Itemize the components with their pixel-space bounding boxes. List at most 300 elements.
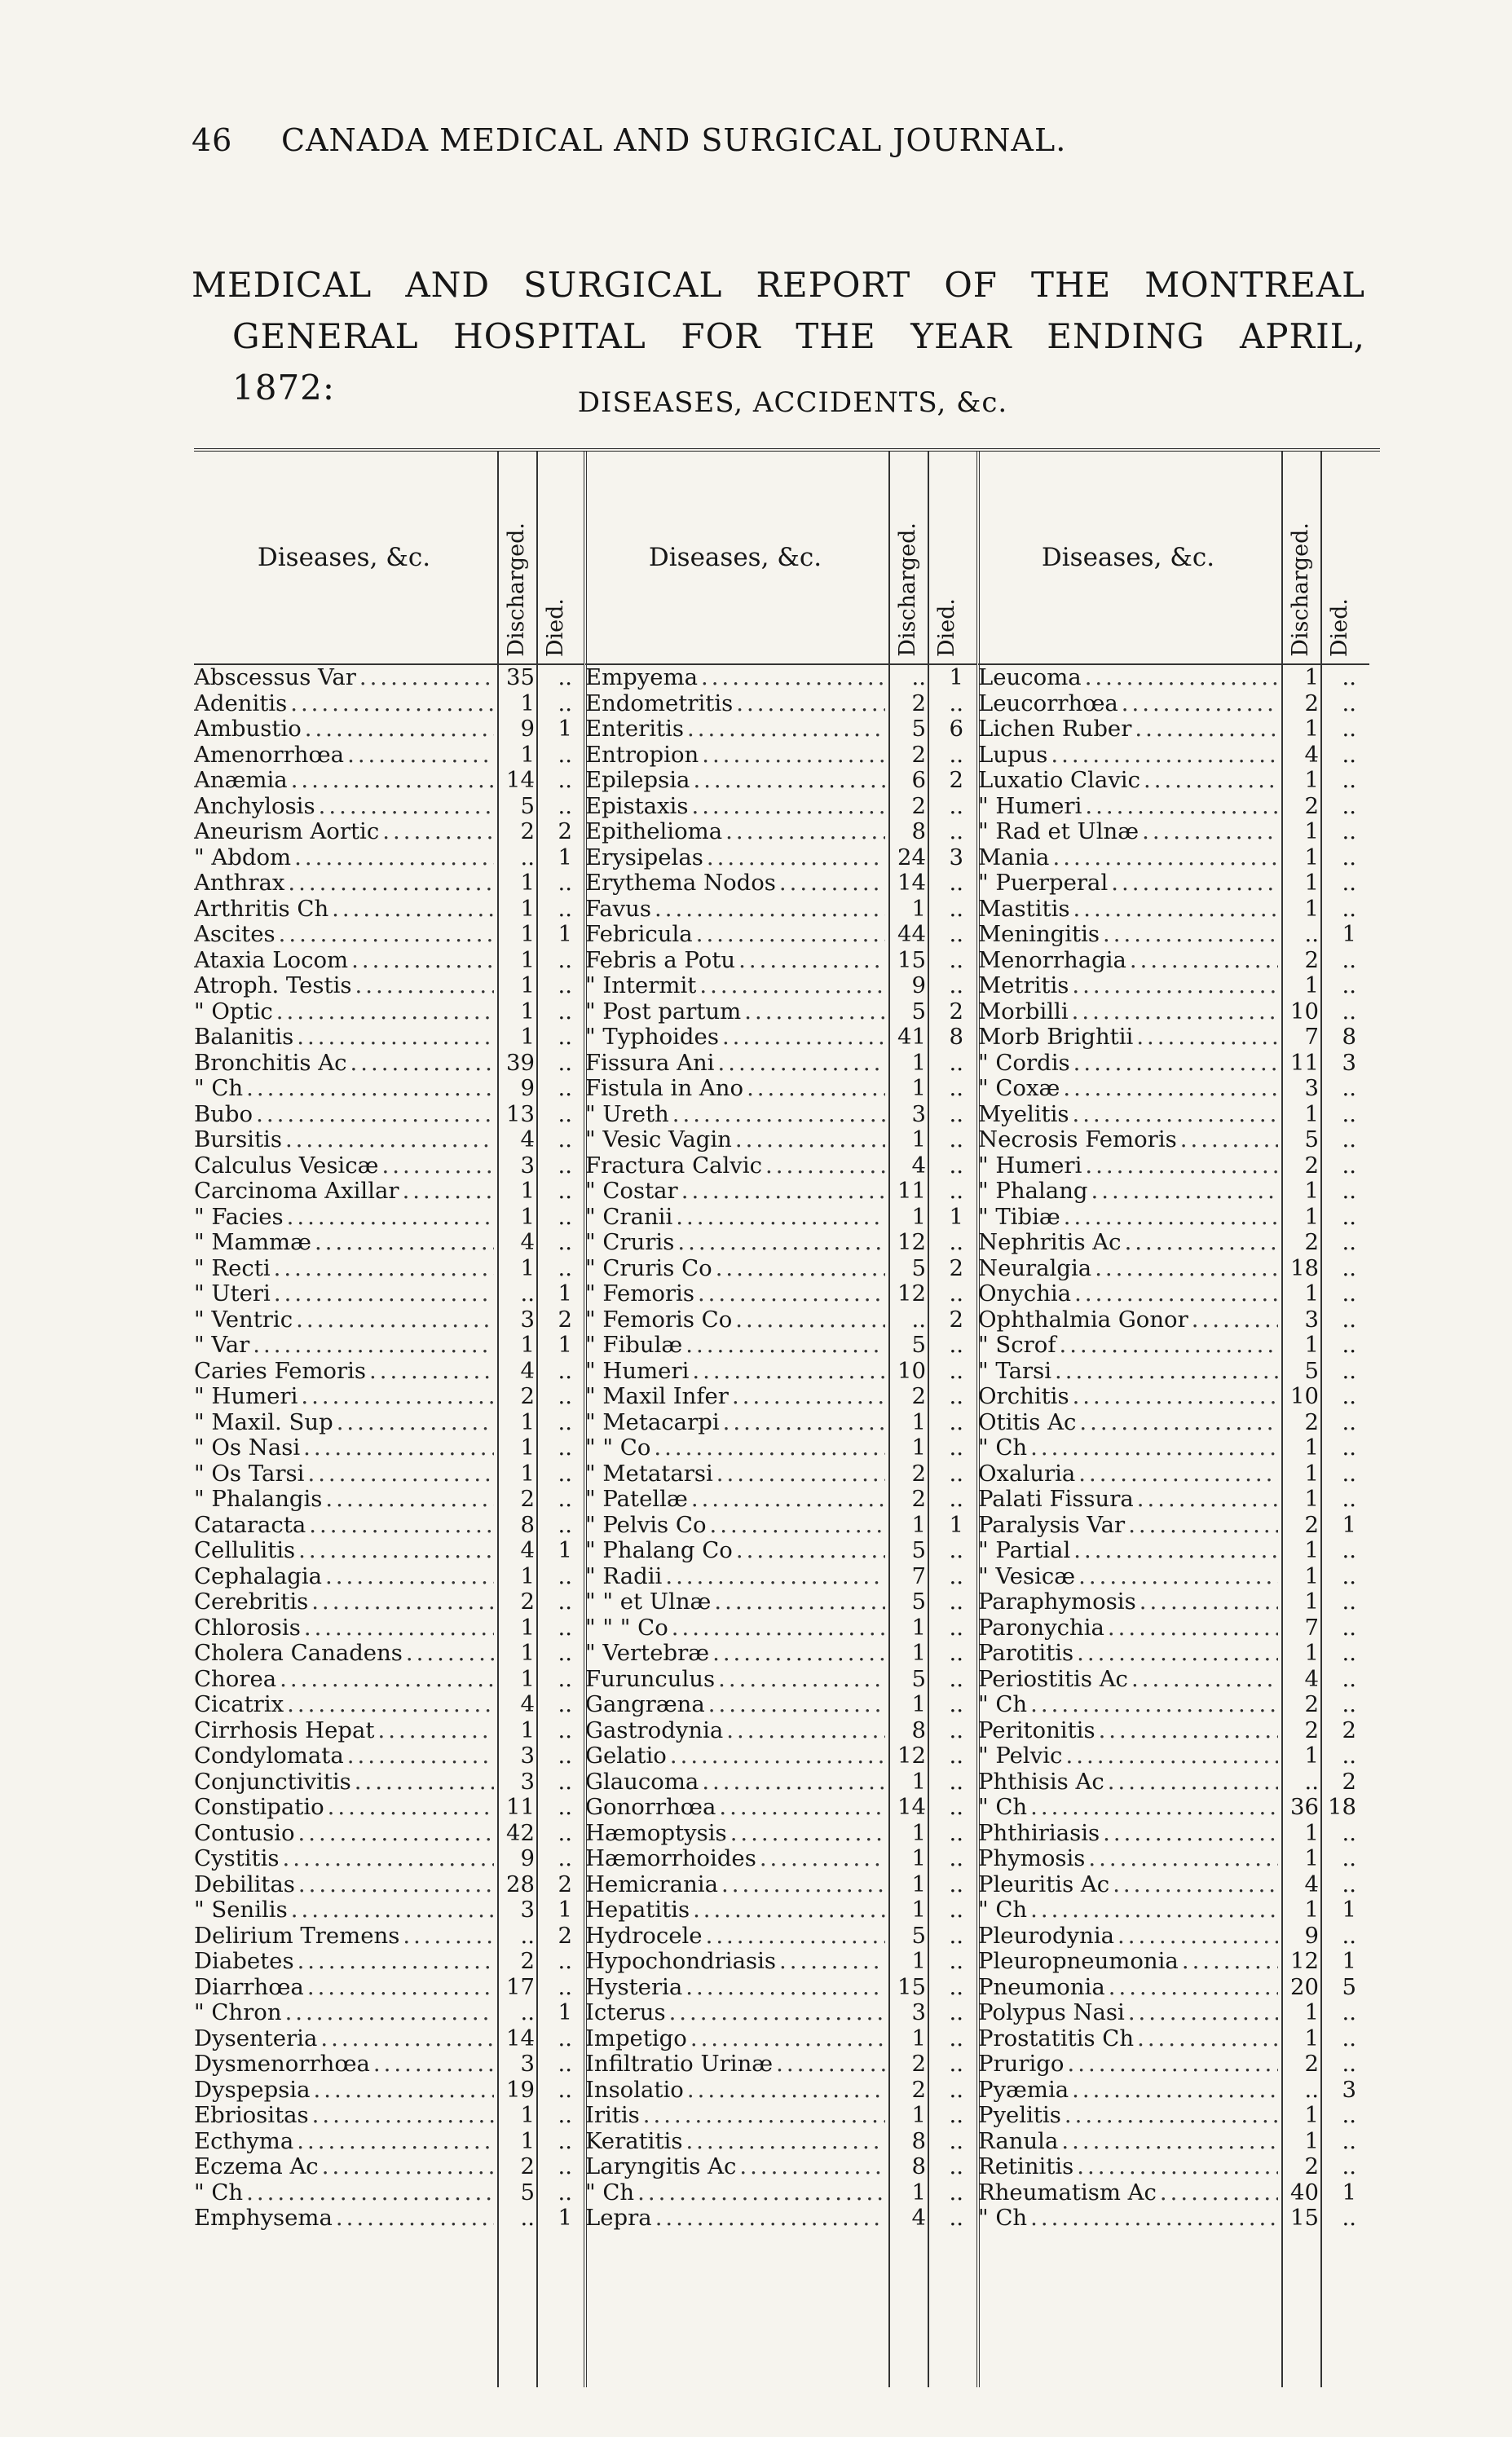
disease-name-cell — [978, 1897, 1278, 1924]
died-count: .. — [558, 1589, 572, 1615]
table-row — [978, 1615, 1369, 1642]
table-row — [978, 1692, 1369, 1718]
died-count: .. — [949, 1768, 963, 1795]
disease-name-cell — [978, 1051, 1278, 1077]
dot-leader — [332, 897, 494, 923]
disease-name: " Femoris — [585, 1281, 694, 1307]
disease-name: Rheumatism Ac — [978, 2179, 1157, 2206]
disease-name-cell — [978, 1410, 1278, 1436]
dot-leader — [655, 2206, 885, 2232]
disease-name: Pleuritis Ac — [978, 1871, 1110, 1897]
table-row — [585, 1230, 976, 1256]
disease-name: " Vesic Vagin — [585, 1127, 732, 1152]
died-count: .. — [949, 690, 963, 716]
died-count: .. — [1342, 818, 1356, 844]
disease-name: " Vertebræ — [585, 1641, 710, 1666]
header-discharged: Discharged. — [504, 522, 529, 657]
disease-name-cell — [585, 1256, 885, 1282]
table-row — [978, 1538, 1369, 1564]
died-count: .. — [1342, 1691, 1356, 1717]
dot-leader — [717, 1051, 885, 1077]
died-count: .. — [949, 1589, 963, 1615]
table-row — [585, 1589, 976, 1615]
table-row — [585, 1975, 976, 2001]
disease-name-cell — [194, 1410, 494, 1436]
disease-name-cell — [978, 1153, 1278, 1179]
disease-name-cell — [585, 2154, 885, 2180]
discharged-count: 1 — [911, 1819, 926, 1846]
discharged-count: 1 — [1304, 1819, 1319, 1846]
disease-name-cell — [194, 1153, 494, 1179]
disease-name: Parotitis — [978, 1641, 1074, 1666]
table-row — [978, 1487, 1369, 1513]
disease-name-cell — [194, 1435, 494, 1461]
dot-leader — [307, 1975, 494, 2001]
disease-name-cell — [585, 1589, 885, 1615]
disease-name-cell — [194, 1205, 494, 1231]
discharged-count: 1 — [1304, 1562, 1319, 1589]
died-count: .. — [558, 2153, 572, 2179]
table-row — [978, 1051, 1369, 1077]
dot-leader — [283, 1846, 495, 1872]
table-row — [978, 1127, 1369, 1153]
discharged-count: 2 — [1304, 1152, 1319, 1179]
died-count: .. — [1342, 895, 1356, 922]
died-count: 18 — [1328, 1794, 1356, 1820]
report-title-line-3: 1872: — [232, 368, 336, 408]
died-count: .. — [558, 946, 572, 973]
table-row — [978, 2129, 1369, 2155]
disease-name-cell — [194, 948, 494, 974]
died-count: 3 — [1342, 1049, 1356, 1076]
disease-name-cell — [978, 1127, 1278, 1153]
disease-name: " Ch — [978, 1795, 1028, 1820]
dot-leader — [297, 2129, 494, 2155]
disease-name: Carcinoma Axillar — [194, 1179, 399, 1204]
dot-leader — [350, 1051, 495, 1077]
disease-name: " Humeri — [194, 1384, 298, 1409]
discharged-count: 1 — [520, 1203, 535, 1230]
discharged-count: 1 — [520, 972, 535, 998]
dot-leader — [1128, 1513, 1278, 1539]
died-count: .. — [1342, 2127, 1356, 2154]
dot-leader — [1137, 2026, 1278, 2052]
discharged-count: 1 — [911, 1511, 926, 1538]
discharged-count: 1 — [1304, 1203, 1319, 1230]
disease-name-cell — [585, 1281, 885, 1307]
dot-leader — [403, 1179, 494, 1205]
column-header — [978, 452, 1369, 665]
disease-name: Mania — [978, 844, 1050, 870]
dot-leader — [687, 2078, 885, 2104]
discharged-count: 4 — [520, 1126, 535, 1152]
disease-name: Ranula — [978, 2128, 1059, 2154]
discharged-count: 2 — [911, 2051, 926, 2077]
discharged-count: 1 — [911, 2179, 926, 2206]
table-row — [585, 2000, 976, 2026]
dot-leader — [1065, 1743, 1278, 1769]
discharged-count: 20 — [1290, 1973, 1319, 2000]
died-count: .. — [558, 1203, 572, 1230]
dot-leader — [702, 1769, 885, 1796]
disease-name: Phymosis — [978, 1846, 1086, 1871]
table-row — [585, 794, 976, 820]
dot-leader — [708, 1692, 885, 1718]
disease-name: Metritis — [978, 973, 1069, 998]
died-count: .. — [1342, 1203, 1356, 1230]
dot-leader — [1135, 716, 1278, 743]
disease-name-cell — [194, 1564, 494, 1590]
dot-leader — [336, 2206, 494, 2232]
disease-name: Conjunctivitis — [194, 1769, 351, 1795]
died-count: .. — [558, 1614, 572, 1641]
table-row — [585, 1256, 976, 1282]
disease-name: " Recti — [194, 1255, 271, 1281]
table-row — [978, 1179, 1369, 1205]
discharged-count: 8 — [520, 1511, 535, 1538]
disease-name: " Ch — [978, 1897, 1028, 1923]
disease-name: Cicatrix — [194, 1692, 284, 1717]
disease-name: Leucorrhœa — [978, 690, 1118, 716]
dot-leader — [721, 1872, 885, 1898]
died-count: .. — [1342, 2025, 1356, 2051]
disease-name: Periostitis Ac — [978, 1666, 1128, 1692]
discharged-count: 2 — [520, 1486, 535, 1512]
disease-name-cell — [585, 1538, 885, 1564]
disease-name: Condylomata — [194, 1743, 344, 1769]
dot-leader — [747, 1076, 885, 1102]
table-row — [978, 2000, 1369, 2026]
discharged-count: 2 — [1304, 1408, 1319, 1435]
dot-leader — [291, 1897, 494, 1924]
discharged-count: 2 — [911, 1486, 926, 1512]
died-count: 1 — [1342, 921, 1356, 947]
discharged-count: 2 — [911, 741, 926, 768]
table-row — [194, 1307, 584, 1333]
disease-name: " Costar — [585, 1179, 678, 1204]
disease-name-cell — [978, 1975, 1278, 2001]
dot-leader — [253, 1333, 494, 1359]
disease-name-cell — [978, 2206, 1278, 2232]
disease-name: Enteritis — [585, 716, 685, 742]
table-row — [978, 1795, 1369, 1821]
disease-name: Caries Femoris — [194, 1358, 367, 1384]
died-count: 1 — [558, 1897, 572, 1923]
disease-name-cell — [585, 1718, 885, 1744]
disease-name-cell — [585, 1102, 885, 1128]
disease-name-cell — [585, 1384, 885, 1410]
disease-name: Paraphymosis — [978, 1589, 1136, 1615]
discharged-count: 3 — [1304, 1075, 1319, 1101]
disease-name: Myelitis — [978, 1101, 1069, 1127]
disease-name: Bubo — [194, 1101, 253, 1127]
disease-name-cell — [194, 1821, 494, 1847]
dot-leader — [1108, 1615, 1278, 1642]
table-row — [194, 1230, 584, 1256]
table-row — [978, 1333, 1369, 1359]
disease-name: Amenorrhœa — [194, 742, 345, 768]
discharged-count: 4 — [520, 1357, 535, 1384]
table-row — [194, 1641, 584, 1667]
died-count: .. — [558, 1691, 572, 1717]
discharged-count: 1 — [520, 1460, 535, 1487]
discharged-count: 4 — [520, 1229, 535, 1255]
discharged-count: 1 — [911, 1640, 926, 1666]
dot-leader — [714, 1589, 885, 1615]
table-row — [194, 691, 584, 717]
dot-leader — [776, 2051, 885, 2078]
disease-name-cell — [194, 1949, 494, 1975]
dot-leader — [1130, 948, 1278, 974]
discharged-count: 5 — [911, 1254, 926, 1281]
disease-name-cell — [978, 1538, 1278, 1564]
disease-name-cell — [194, 870, 494, 897]
table-rows — [194, 665, 584, 2232]
died-count: .. — [949, 870, 963, 896]
table-row — [585, 948, 976, 974]
dot-leader — [355, 1769, 494, 1796]
disease-name-cell — [978, 819, 1278, 845]
disease-name-cell — [585, 1846, 885, 1872]
table-row — [978, 1564, 1369, 1590]
table-row — [585, 2026, 976, 2052]
dot-leader — [337, 1410, 494, 1436]
disease-name-cell — [194, 1743, 494, 1769]
died-count: .. — [949, 1665, 963, 1692]
disease-name: Hæmoptysis — [585, 1820, 727, 1846]
disease-name: Ophthalmia Gonor — [978, 1307, 1188, 1333]
disease-name-cell — [585, 2129, 885, 2155]
dot-leader — [1137, 1487, 1278, 1513]
dot-leader — [736, 1538, 885, 1564]
discharged-count: 12 — [897, 1280, 926, 1307]
disease-name: " Typhoides — [585, 1025, 719, 1050]
died-count: .. — [1342, 1383, 1356, 1409]
died-count: .. — [949, 1794, 963, 1820]
died-count: 3 — [1342, 2076, 1356, 2103]
disease-name-cell — [978, 1025, 1278, 1051]
table-row — [194, 1949, 584, 1975]
died-count: .. — [558, 1743, 572, 1769]
dot-leader — [297, 1025, 494, 1051]
dot-leader — [707, 845, 885, 871]
dot-leader — [687, 716, 885, 743]
disease-name-cell — [585, 999, 885, 1025]
discharged-count: 1 — [911, 1408, 926, 1435]
table-row — [585, 1102, 976, 1128]
died-count: .. — [558, 1794, 572, 1820]
dot-leader — [735, 1127, 885, 1153]
disease-name-cell — [585, 1307, 885, 1333]
disease-name-cell — [194, 2051, 494, 2078]
disease-name: Pyæmia — [978, 2077, 1069, 2103]
table-row — [585, 1692, 976, 1718]
discharged-count: 2 — [911, 1383, 926, 1409]
dot-leader — [665, 1564, 885, 1590]
dot-leader — [315, 1230, 494, 1256]
table-row — [585, 1384, 976, 1410]
table-row — [585, 1949, 976, 1975]
disease-name: " Uteri — [194, 1281, 271, 1307]
dot-leader — [1030, 1795, 1278, 1821]
discharged-count: 1 — [520, 1562, 535, 1589]
died-count: 3 — [949, 844, 963, 870]
discharged-count: 15 — [897, 946, 926, 973]
died-count: .. — [558, 2051, 572, 2077]
disease-name: " Radii — [585, 1563, 663, 1589]
table-row — [978, 1743, 1369, 1769]
table-row — [585, 2051, 976, 2078]
died-count: 1 — [558, 1999, 572, 2025]
died-count: .. — [1342, 2153, 1356, 2179]
died-count: .. — [1342, 1614, 1356, 1641]
table-row — [585, 973, 976, 999]
table-row — [585, 1307, 976, 1333]
discharged-count: 1 — [520, 1408, 535, 1435]
discharged-count: 14 — [506, 767, 535, 793]
discharged-count: .. — [520, 2205, 535, 2231]
disease-name-cell — [585, 691, 885, 717]
disease-name-cell — [585, 1205, 885, 1231]
died-count: 2 — [558, 1922, 572, 1949]
died-count: .. — [1342, 1152, 1356, 1179]
dot-leader — [1192, 1307, 1278, 1333]
dot-leader — [643, 2103, 885, 2129]
table-row — [978, 1281, 1369, 1307]
disease-name-cell — [978, 1641, 1278, 1667]
table-row — [194, 1872, 584, 1898]
disease-name: Ataxia Locom — [194, 947, 349, 973]
dot-leader — [320, 2026, 494, 2052]
died-count: .. — [558, 1819, 572, 1846]
disease-name-cell — [585, 1795, 885, 1821]
table-row — [194, 1975, 584, 2001]
disease-name: Infiltratio Urinæ — [585, 2051, 774, 2077]
dot-leader — [296, 1307, 494, 1333]
died-count: .. — [949, 2179, 963, 2206]
disease-name: " Tarsi — [978, 1358, 1052, 1384]
died-count: 1 — [558, 921, 572, 947]
table-row — [194, 2026, 584, 2052]
disease-name-cell — [194, 1359, 494, 1385]
died-count: 1 — [558, 716, 572, 742]
died-count: 2 — [558, 1871, 572, 1897]
disease-name: Hypochondriasis — [585, 1949, 777, 1974]
table-row — [194, 1718, 584, 1744]
disease-name: Aneurism Aortic — [194, 819, 380, 844]
died-count: .. — [558, 2127, 572, 2154]
disease-name: " Ch — [585, 2179, 635, 2206]
disease-name: Ebriositas — [194, 2103, 309, 2128]
group-divider — [976, 452, 980, 2387]
died-count: .. — [949, 1229, 963, 1255]
dot-leader — [1122, 691, 1278, 717]
disease-name: Hæmorrhoides — [585, 1846, 756, 1871]
died-count: .. — [949, 1434, 963, 1461]
dot-leader — [1072, 2078, 1278, 2104]
died-count: .. — [1342, 1100, 1356, 1127]
disease-name-cell — [585, 845, 885, 871]
disease-name: " Coxæ — [978, 1076, 1060, 1101]
group-divider — [584, 452, 587, 2387]
discharged-count: 19 — [506, 2076, 535, 2103]
disease-name: Impetigo — [585, 2025, 687, 2051]
table-row — [194, 922, 584, 948]
died-count: .. — [558, 1973, 572, 2000]
disease-name: " Vesicæ — [978, 1563, 1076, 1589]
disease-name-cell — [585, 2103, 885, 2129]
header-diseases: Diseases, &c. — [648, 543, 822, 572]
disease-name: Cephalagia — [194, 1563, 323, 1589]
table-row — [194, 665, 584, 691]
dot-leader — [1182, 1949, 1278, 1975]
table-row — [978, 1949, 1369, 1975]
disease-name-cell — [194, 1281, 494, 1307]
disease-name-cell — [978, 922, 1278, 948]
discharged-count: 3 — [520, 1897, 535, 1923]
dot-leader — [670, 1743, 885, 1769]
table-row — [978, 1821, 1369, 1847]
died-count: .. — [949, 1126, 963, 1152]
disease-name: " Abdom — [194, 844, 292, 870]
disease-name-cell — [978, 1333, 1278, 1359]
dot-leader — [381, 1153, 494, 1179]
disease-name-cell — [585, 2051, 885, 2078]
died-count: .. — [949, 1280, 963, 1307]
disease-name-cell — [978, 1769, 1278, 1796]
disease-name-cell — [978, 1564, 1278, 1590]
disease-name: Anæmia — [194, 768, 288, 793]
table-row — [194, 845, 584, 871]
dot-leader — [279, 922, 494, 948]
dot-leader — [359, 665, 494, 691]
died-count: .. — [949, 1332, 963, 1358]
column-group-3 — [978, 452, 1369, 2387]
table-row — [194, 1513, 584, 1539]
died-count: 8 — [1342, 1024, 1356, 1050]
disease-name-cell — [194, 897, 494, 923]
discharged-count: 1 — [520, 870, 535, 896]
died-count: .. — [1342, 741, 1356, 768]
disease-table — [194, 448, 1380, 2391]
died-count: .. — [1342, 716, 1356, 742]
died-count: .. — [949, 1486, 963, 1512]
discharged-count: 8 — [911, 2127, 926, 2154]
discharged-count: 18 — [1290, 1254, 1319, 1281]
table-row — [978, 691, 1369, 717]
died-count: .. — [949, 1408, 963, 1435]
discharged-count: 1 — [520, 1640, 535, 1666]
table-row — [978, 1102, 1369, 1128]
died-count: .. — [558, 1640, 572, 1666]
table-row — [978, 1846, 1369, 1872]
discharged-count: 2 — [911, 2076, 926, 2103]
disease-name-cell — [194, 1307, 494, 1333]
dot-leader — [1067, 2051, 1278, 2078]
disease-name: Cataracta — [194, 1512, 306, 1538]
died-count: 1 — [558, 1332, 572, 1358]
disease-name: Epilepsia — [585, 768, 690, 793]
disease-name-cell — [194, 1461, 494, 1487]
died-count: .. — [949, 1614, 963, 1641]
died-count: .. — [558, 2025, 572, 2051]
dot-leader — [274, 1256, 494, 1282]
discharged-count: .. — [1304, 921, 1319, 947]
died-count: .. — [1342, 664, 1356, 690]
discharged-count: 7 — [1304, 1614, 1319, 1641]
disease-name-cell — [978, 691, 1278, 717]
discharged-count: 1 — [1304, 2127, 1319, 2154]
